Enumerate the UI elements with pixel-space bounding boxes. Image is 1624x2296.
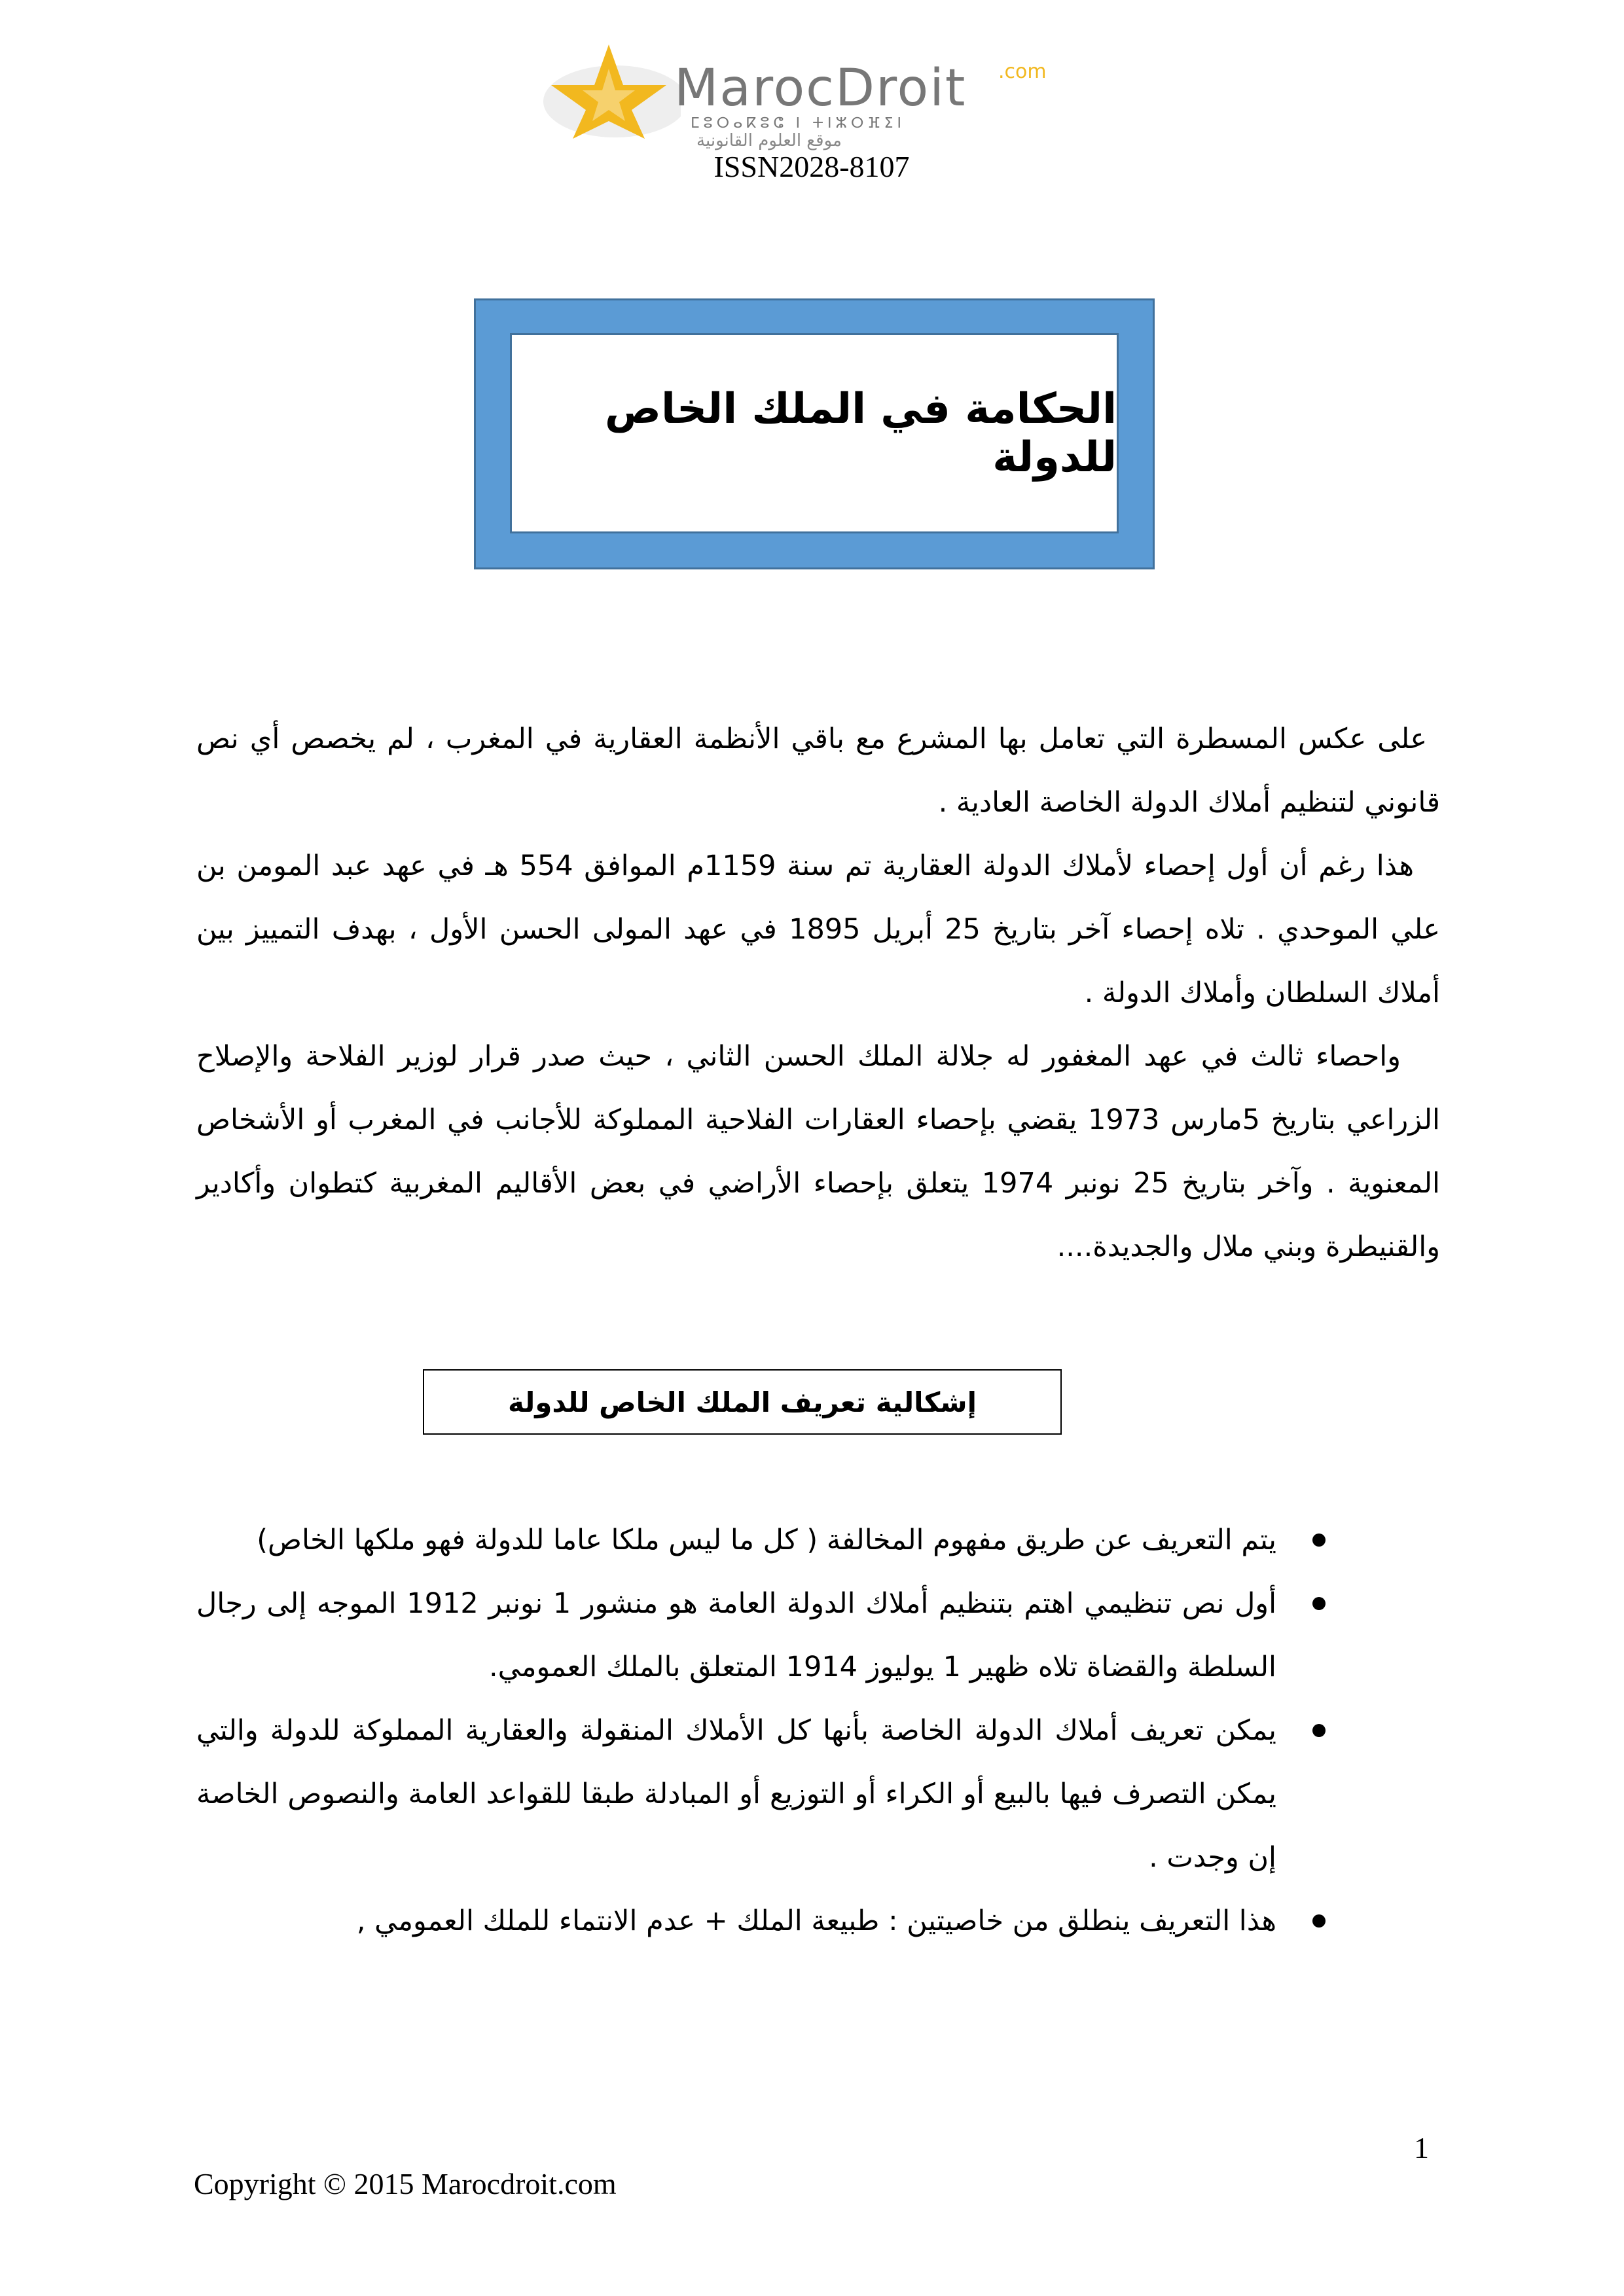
star-icon [537, 39, 681, 144]
logo-arabic-tagline: موقع العلوم القانونية [696, 131, 842, 151]
section-heading-box [423, 1369, 1062, 1435]
paragraph-1: على عكس المسطرة التي تعامل بها المشرع مع باقي الأنظمة العقارية في المغرب ، لم يخصص أي نص قانوني لتنظيم أملاك الدولة الخاصة العادية . [196, 723, 1440, 819]
title-frame [474, 298, 1155, 569]
bullet-icon [1312, 1914, 1326, 1928]
logo-com: .com [998, 60, 1047, 83]
list-item [196, 1509, 1440, 1572]
list-item [196, 1699, 1440, 1890]
page-number: 1 [1414, 2131, 1429, 2164]
logo-name: MarocDroit [674, 59, 967, 118]
copyright: Copyright © 2015 Marocdroit.com [194, 2167, 617, 2200]
list-item-text: أول نص تنظيمي اهتم بتنظيم أملاك الدولة العامة هو منشور 1 نونبر 1912 الموجه إلى رجال السلطة والقضاة تلاه ظهير 1 يوليوز 1914 المتعلق بالملك العمومي. [196, 1587, 1277, 1683]
title-box [510, 333, 1119, 533]
bullet-list [196, 1509, 1440, 1953]
bullet-icon [1312, 1534, 1326, 1547]
site-logo [537, 39, 1074, 151]
list-item-text: هذا التعريف ينطلق من خاصيتين : طبيعة الملك + عدم الانتماء للملك العمومي , [356, 1905, 1276, 1937]
list-item [196, 1890, 1440, 1953]
paragraph-3: واحصاء ثالث في عهد المغفور له جلالة الملك الحسن الثاني ، حيث صدر قرار لوزير الفلاحة والإصلاح الزراعي بتاريخ 5مارس 1973 يقضي بإحصاء العقارات الفلاحية المملوكة للأجانب في المغرب أو الأشخاص المعنوية . وآخر بتاريخ 25 نونبر 1974 يتعلق بإحصاء الأراضي في بعض الأقاليم المغربية كتطوان وأكادير والقنيطرة وبني ملال والجديدة.... [196, 1040, 1441, 1263]
paragraph-2: هذا رغم أن أول إحصاء لأملاك الدولة العقارية تم سنة 1159م الموافق 554 هـ في عهد عبد المومن بن علي الموحدي . تلاه إحصاء آخر بتاريخ 25 أبريل 1895 في عهد المولى الحسن الأول ، بهدف التمييز بين أملاك السلطان وأملاك الدولة . [196, 850, 1440, 1009]
list-item [196, 1572, 1440, 1699]
section-heading: إشكالية تعريف الملك الخاص للدولة [508, 1386, 977, 1418]
document-title: الحكامة في الملك الخاص للدولة [604, 385, 1117, 482]
logo-tifinagh: ⵎⵓⵔⴰⴽⵓⵛ ⵏ ⵜⵏⵣⵔⴼⵉⵏ [691, 115, 906, 132]
issn: ISSN2028-8107 [713, 150, 910, 183]
bullet-icon [1312, 1597, 1326, 1610]
bullet-icon [1312, 1724, 1326, 1737]
list-item-text: يمكن تعريف أملاك الدولة الخاصة بأنها كل الأملاك المنقولة والعقارية المملوكة للدولة والتي يمكن التصرف فيها بالبيع أو الكراء أو التوزيع أو المبادلة طبقا للقواعد العامة والنصوص الخاصة إن وجدت . [196, 1714, 1276, 1874]
list-item-text: يتم التعريف عن طريق مفهوم المخالفة ( كل ما ليس ملكا عاما للدولة فهو ملكها الخاص) [257, 1524, 1276, 1556]
